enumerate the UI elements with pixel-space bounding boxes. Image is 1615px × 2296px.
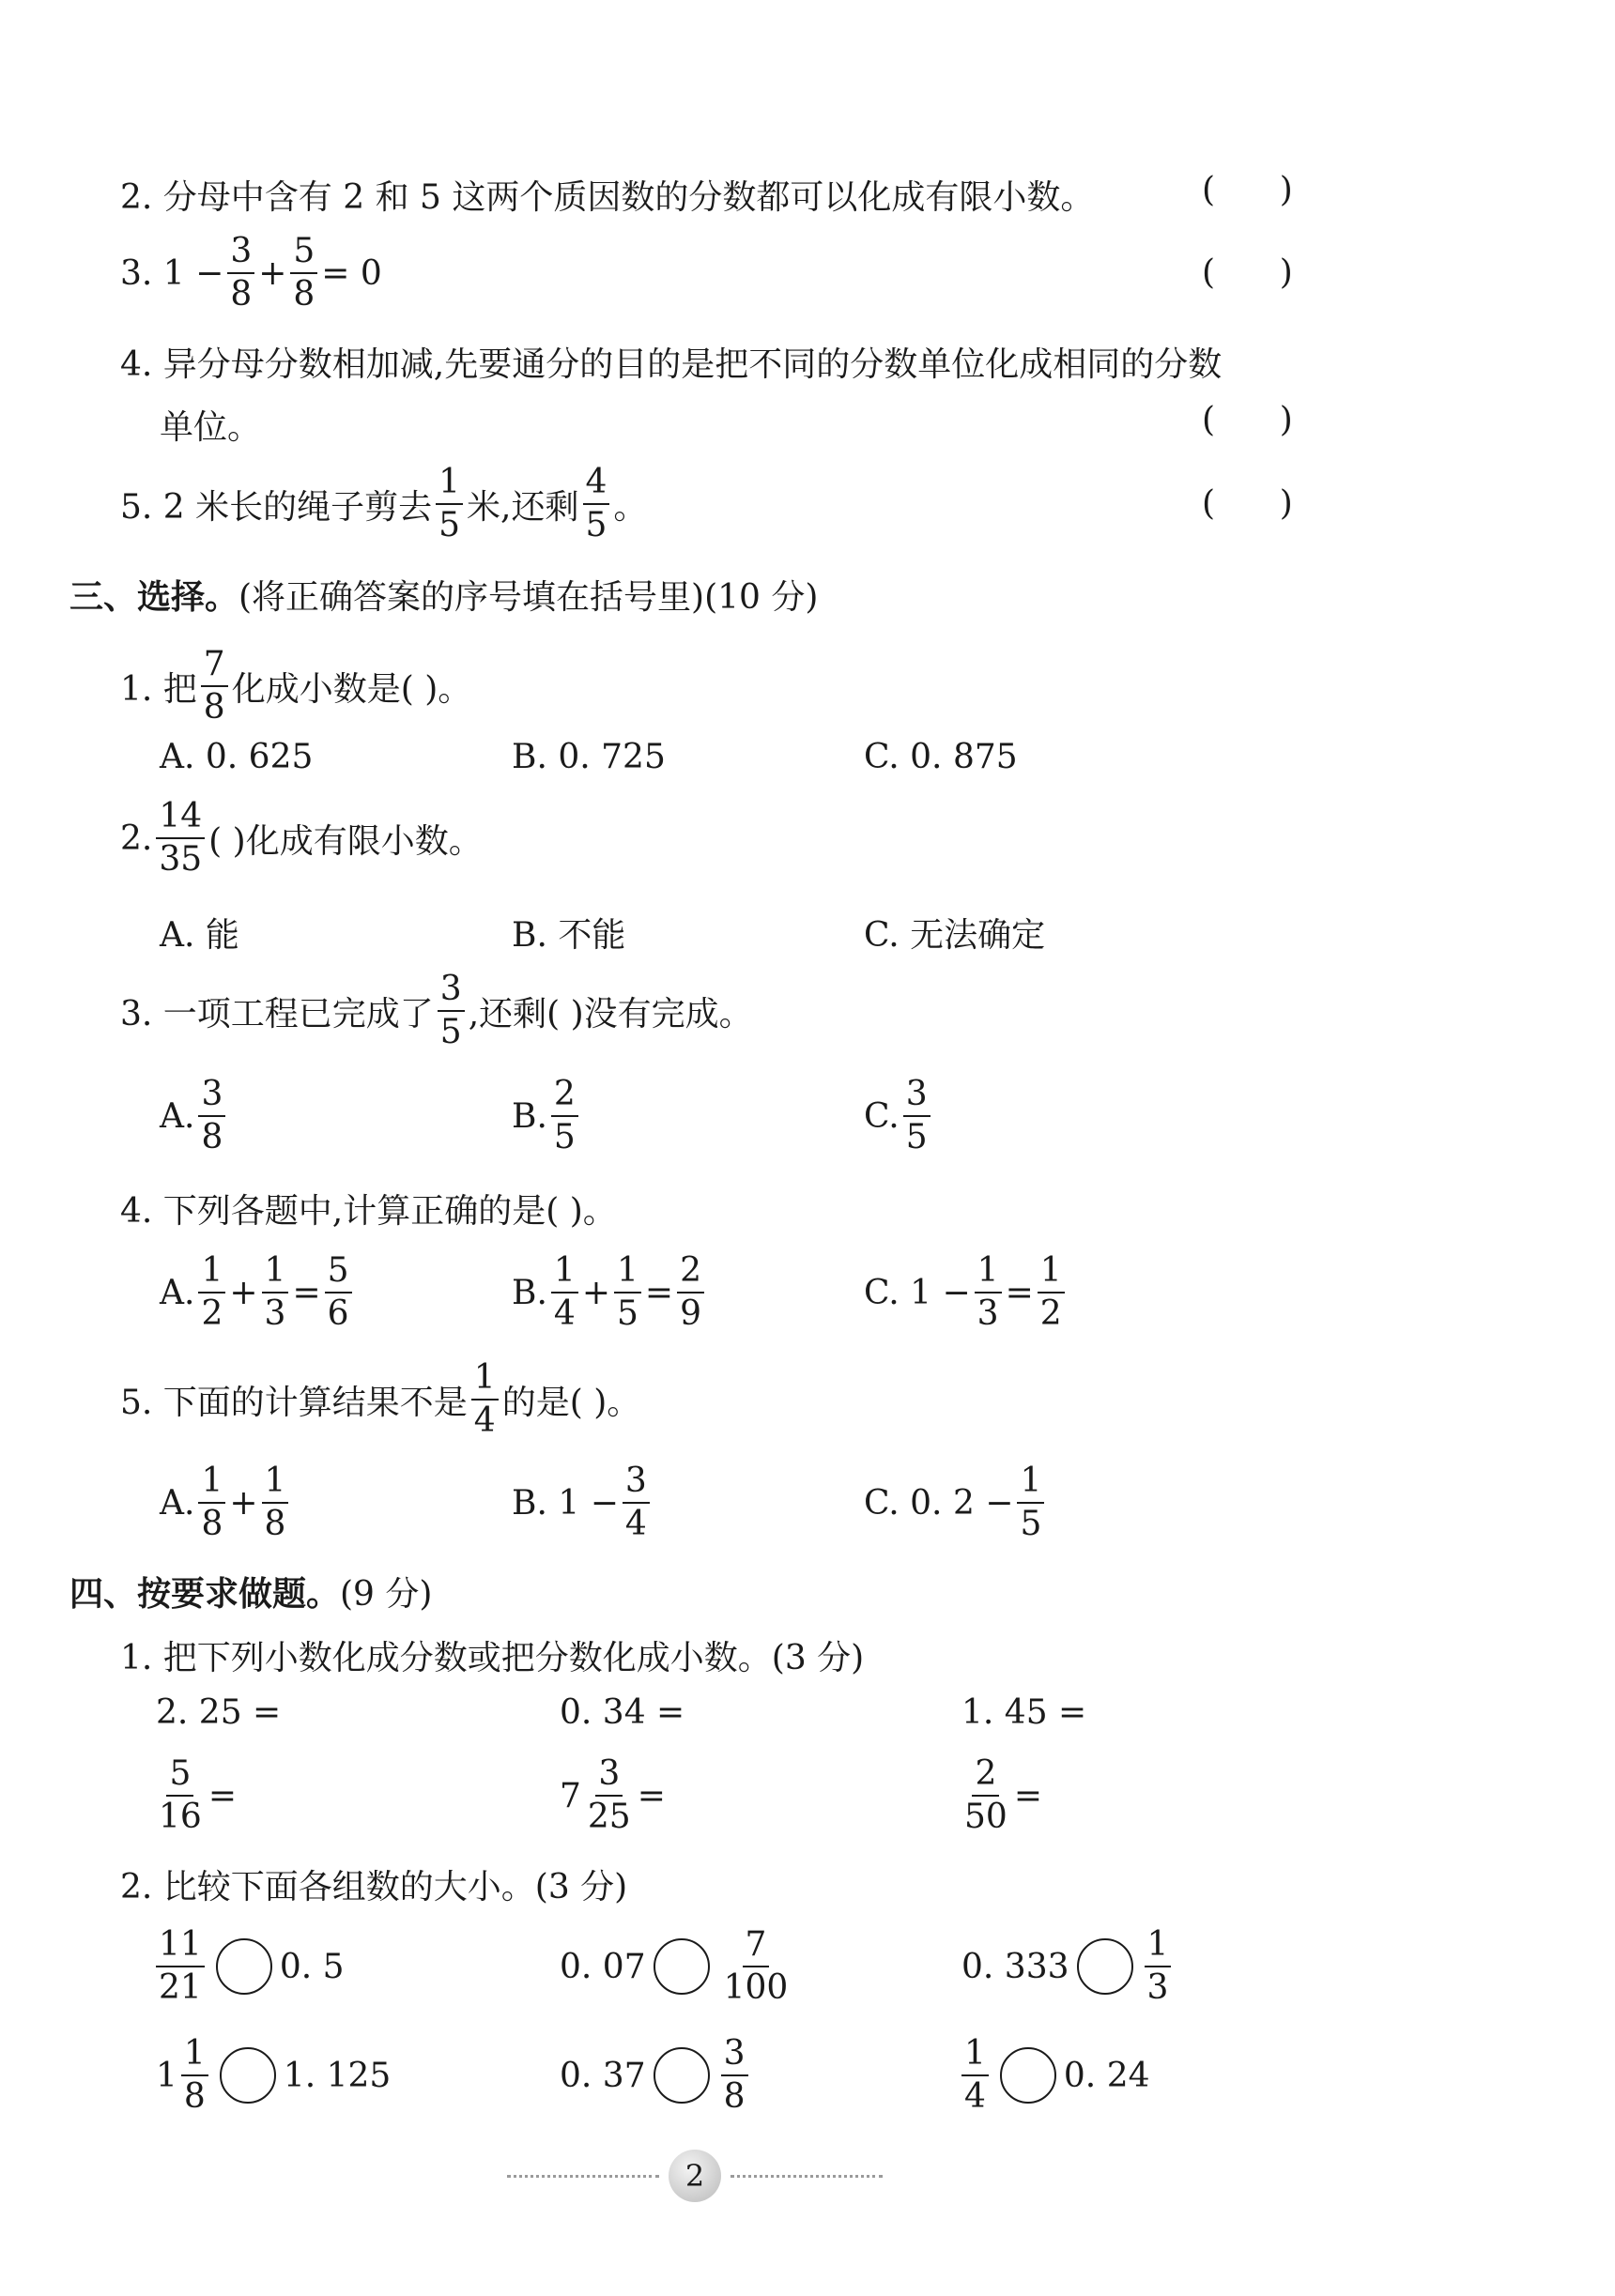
- question-lead: 3. 一项工程已完成了: [120, 994, 434, 1033]
- fraction: $\frac{1}{3}$: [262, 1254, 289, 1331]
- compare-left: 0. 07: [560, 1947, 646, 1986]
- conversion-item[interactable]: 1. 45 =: [961, 1693, 1087, 1732]
- whole-number: 1: [156, 2056, 177, 2095]
- compare-right: 0. 24: [1063, 2056, 1150, 2095]
- fraction: $\frac{1}{8}$: [262, 1464, 289, 1541]
- fraction: $\frac{3}{5}$: [903, 1078, 931, 1155]
- judge-item-5-tail: 。: [613, 487, 648, 527]
- choice-1-option-b[interactable]: B. 0. 725: [512, 738, 666, 776]
- compare-item: [560, 2034, 752, 2116]
- choice-5-option-a[interactable]: [160, 1464, 292, 1541]
- fraction: $\frac{1}{8}$: [198, 1464, 225, 1541]
- fraction: $\frac{3}{8}$: [721, 2037, 748, 2114]
- fraction: $\frac{1}{2}$: [1038, 1254, 1065, 1331]
- choice-3-option-b[interactable]: [512, 1075, 582, 1156]
- answer-paren-4[interactable]: ( ): [1202, 401, 1293, 439]
- section-4-heading: [69, 1568, 432, 1615]
- choice-5-option-b[interactable]: [512, 1464, 654, 1541]
- fraction: $\frac{2}{9}$: [677, 1254, 704, 1331]
- choice-2-option-c[interactable]: C. 无法确定: [864, 916, 1046, 955]
- fraction: $\frac{1}{5}$: [436, 466, 463, 543]
- fraction: $\frac{3}{4}$: [623, 1464, 650, 1541]
- equals-sign: =: [1005, 1273, 1034, 1312]
- compare-item: [152, 1925, 345, 2007]
- conversion-item[interactable]: [560, 1754, 666, 1836]
- question-lead: 5. 下面的计算结果不是: [120, 1383, 468, 1422]
- fraction: $\frac{1}{3}$: [1145, 1928, 1172, 2005]
- option-label: C. 1 −: [864, 1273, 971, 1312]
- compare-circle[interactable]: [1000, 2047, 1056, 2104]
- choice-question-3: [120, 972, 753, 1049]
- choice-question-2: [120, 797, 483, 879]
- fraction: $\frac{3}{5}$: [438, 972, 465, 1049]
- judge-item-4-line2: 单位。: [160, 408, 262, 447]
- fraction: $\frac{3}{8}$: [198, 1078, 225, 1155]
- equals-sign: =: [292, 1273, 321, 1312]
- choice-2-option-a[interactable]: A. 能: [160, 916, 239, 955]
- compare-item: [958, 2034, 1150, 2116]
- choice-3-option-c[interactable]: [864, 1075, 934, 1156]
- compare-circle[interactable]: [216, 1938, 272, 1995]
- question-lead: 2.: [120, 819, 153, 858]
- fraction: $\frac{1}{4}$: [471, 1361, 499, 1438]
- compare-right: 1. 125: [283, 2056, 392, 2095]
- fraction: $\frac{1}{2}$: [198, 1254, 225, 1331]
- equals-sign: =: [637, 1776, 666, 1815]
- fraction: $\frac{1}{3}$: [975, 1254, 1002, 1331]
- choice-1-option-c[interactable]: C. 0. 875: [864, 738, 1018, 776]
- equals-sign: =: [644, 1273, 674, 1312]
- fraction: $\frac{1}{5}$: [614, 1254, 641, 1331]
- footer-divider: [507, 2175, 659, 2178]
- judge-item-3: [120, 232, 382, 314]
- fraction: $\frac{3}{25}$: [587, 1754, 631, 1836]
- choice-3-option-a[interactable]: [160, 1075, 229, 1156]
- fraction: $\frac{7}{100}$: [723, 1925, 789, 2007]
- section-3-heading: [69, 571, 818, 619]
- answer-paren-5[interactable]: ( ): [1202, 484, 1293, 523]
- compare-item: [560, 1925, 794, 2007]
- equals-sign: =: [208, 1776, 237, 1815]
- equals-sign: =: [1013, 1776, 1042, 1815]
- compare-item: [156, 2034, 392, 2116]
- choice-4-option-b[interactable]: [512, 1251, 708, 1333]
- question-lead: 1. 把: [120, 669, 197, 709]
- compare-circle[interactable]: [654, 1938, 710, 1995]
- conversion-item[interactable]: 2. 25 =: [156, 1693, 282, 1732]
- judge-item-2: [120, 171, 1094, 219]
- choice-question-4: 4. 下列各题中,计算正确的是( )。: [120, 1192, 617, 1231]
- option-label: C. 0. 2 −: [864, 1483, 1014, 1523]
- plus-sign: +: [229, 1273, 258, 1312]
- question-tail: ,还剩( )没有完成。: [468, 994, 753, 1033]
- compare-circle[interactable]: [1077, 1938, 1133, 1995]
- compare-right: 0. 5: [279, 1947, 345, 1986]
- choice-4-option-a[interactable]: [160, 1251, 356, 1333]
- compare-circle[interactable]: [220, 2047, 276, 2104]
- fraction: $\frac{2}{50}$: [964, 1754, 1007, 1836]
- choice-4-option-c[interactable]: [864, 1251, 1069, 1333]
- answer-paren-3[interactable]: ( ): [1202, 253, 1293, 292]
- judge-item-2-text: 2. 分母中含有 2 和 5 这两个质因数的分数都可以化成有限小数。: [120, 178, 1095, 217]
- judge-item-5: [120, 463, 648, 544]
- option-label: B. 1 −: [512, 1483, 619, 1523]
- choice-5-option-c[interactable]: [864, 1464, 1048, 1541]
- fraction: $\frac{2}{5}$: [551, 1078, 578, 1155]
- footer-divider: [731, 2175, 883, 2178]
- option-label: B.: [512, 1273, 547, 1312]
- choice-2-option-b[interactable]: B. 不能: [512, 916, 626, 955]
- compare-left: 0. 333: [961, 1947, 1069, 1986]
- conversion-item[interactable]: 0. 34 =: [560, 1693, 685, 1732]
- fraction: $\frac{5}{16}$: [159, 1754, 202, 1836]
- judge-item-3-lead: 3. 1 −: [120, 253, 224, 293]
- option-label: C.: [864, 1096, 900, 1136]
- fraction: $\frac{3}{8}$: [227, 235, 254, 312]
- task-1-prompt: 1. 把下列小数化成分数或把分数化成小数。(3 分): [120, 1639, 865, 1677]
- conversion-item[interactable]: [152, 1754, 237, 1836]
- option-label: A.: [160, 1273, 195, 1312]
- plus-sign: +: [258, 253, 287, 293]
- option-label: A.: [160, 1483, 195, 1523]
- question-tail: 的是( )。: [501, 1383, 641, 1422]
- section-4-title: 四、按要求做题。: [69, 1575, 341, 1614]
- judge-item-5-mid: 米,还剩: [467, 487, 579, 527]
- fraction: $\frac{4}{5}$: [583, 466, 610, 543]
- option-label: B.: [512, 1096, 547, 1136]
- task-2-prompt: 2. 比较下面各组数的大小。(3 分): [120, 1868, 628, 1906]
- conversion-item[interactable]: [958, 1754, 1042, 1836]
- answer-paren-2[interactable]: ( ): [1202, 171, 1293, 209]
- compare-item: [961, 1925, 1175, 2007]
- section-3-note: (将正确答案的序号填在括号里)(10 分): [238, 578, 819, 617]
- judge-item-5-lead: 5. 2 米长的绳子剪去: [120, 487, 433, 527]
- question-tail: ( )化成有限小数。: [208, 821, 483, 861]
- choice-question-1: [120, 645, 472, 727]
- fraction: $\frac{11}{21}$: [156, 1928, 205, 2005]
- option-label: A.: [160, 1096, 195, 1136]
- whole-number: 7: [560, 1776, 581, 1815]
- plus-sign: +: [581, 1273, 610, 1312]
- choice-question-5: [120, 1358, 641, 1440]
- plus-sign: +: [229, 1483, 258, 1523]
- fraction: $\frac{1}{8}$: [181, 2037, 208, 2114]
- fraction: $\frac{1}{5}$: [1017, 1464, 1044, 1541]
- page-number: 2: [669, 2150, 721, 2202]
- section-3-title: 三、选择。: [69, 578, 239, 617]
- section-4-note: (9 分): [340, 1575, 433, 1614]
- compare-circle[interactable]: [654, 2047, 710, 2104]
- choice-1-option-a[interactable]: A. 0. 625: [160, 738, 314, 776]
- compare-left: 0. 37: [560, 2056, 646, 2095]
- page-footer: [507, 2150, 883, 2202]
- fraction: $\frac{5}{8}$: [290, 235, 317, 312]
- fraction: $\frac{7}{8}$: [201, 648, 228, 725]
- fraction: $\frac{1}{4}$: [961, 2037, 989, 2114]
- fraction: $\frac{14}{35}$: [156, 800, 205, 877]
- fraction: $\frac{5}{6}$: [325, 1254, 352, 1331]
- fraction: $\frac{1}{4}$: [551, 1254, 578, 1331]
- question-tail: 化成小数是( )。: [231, 669, 472, 709]
- judge-item-4-line1: 4. 异分母分数相加减,先要通分的目的是把不同的分数单位化成相同的分数: [120, 345, 1223, 384]
- equation-tail: = 0: [321, 253, 382, 293]
